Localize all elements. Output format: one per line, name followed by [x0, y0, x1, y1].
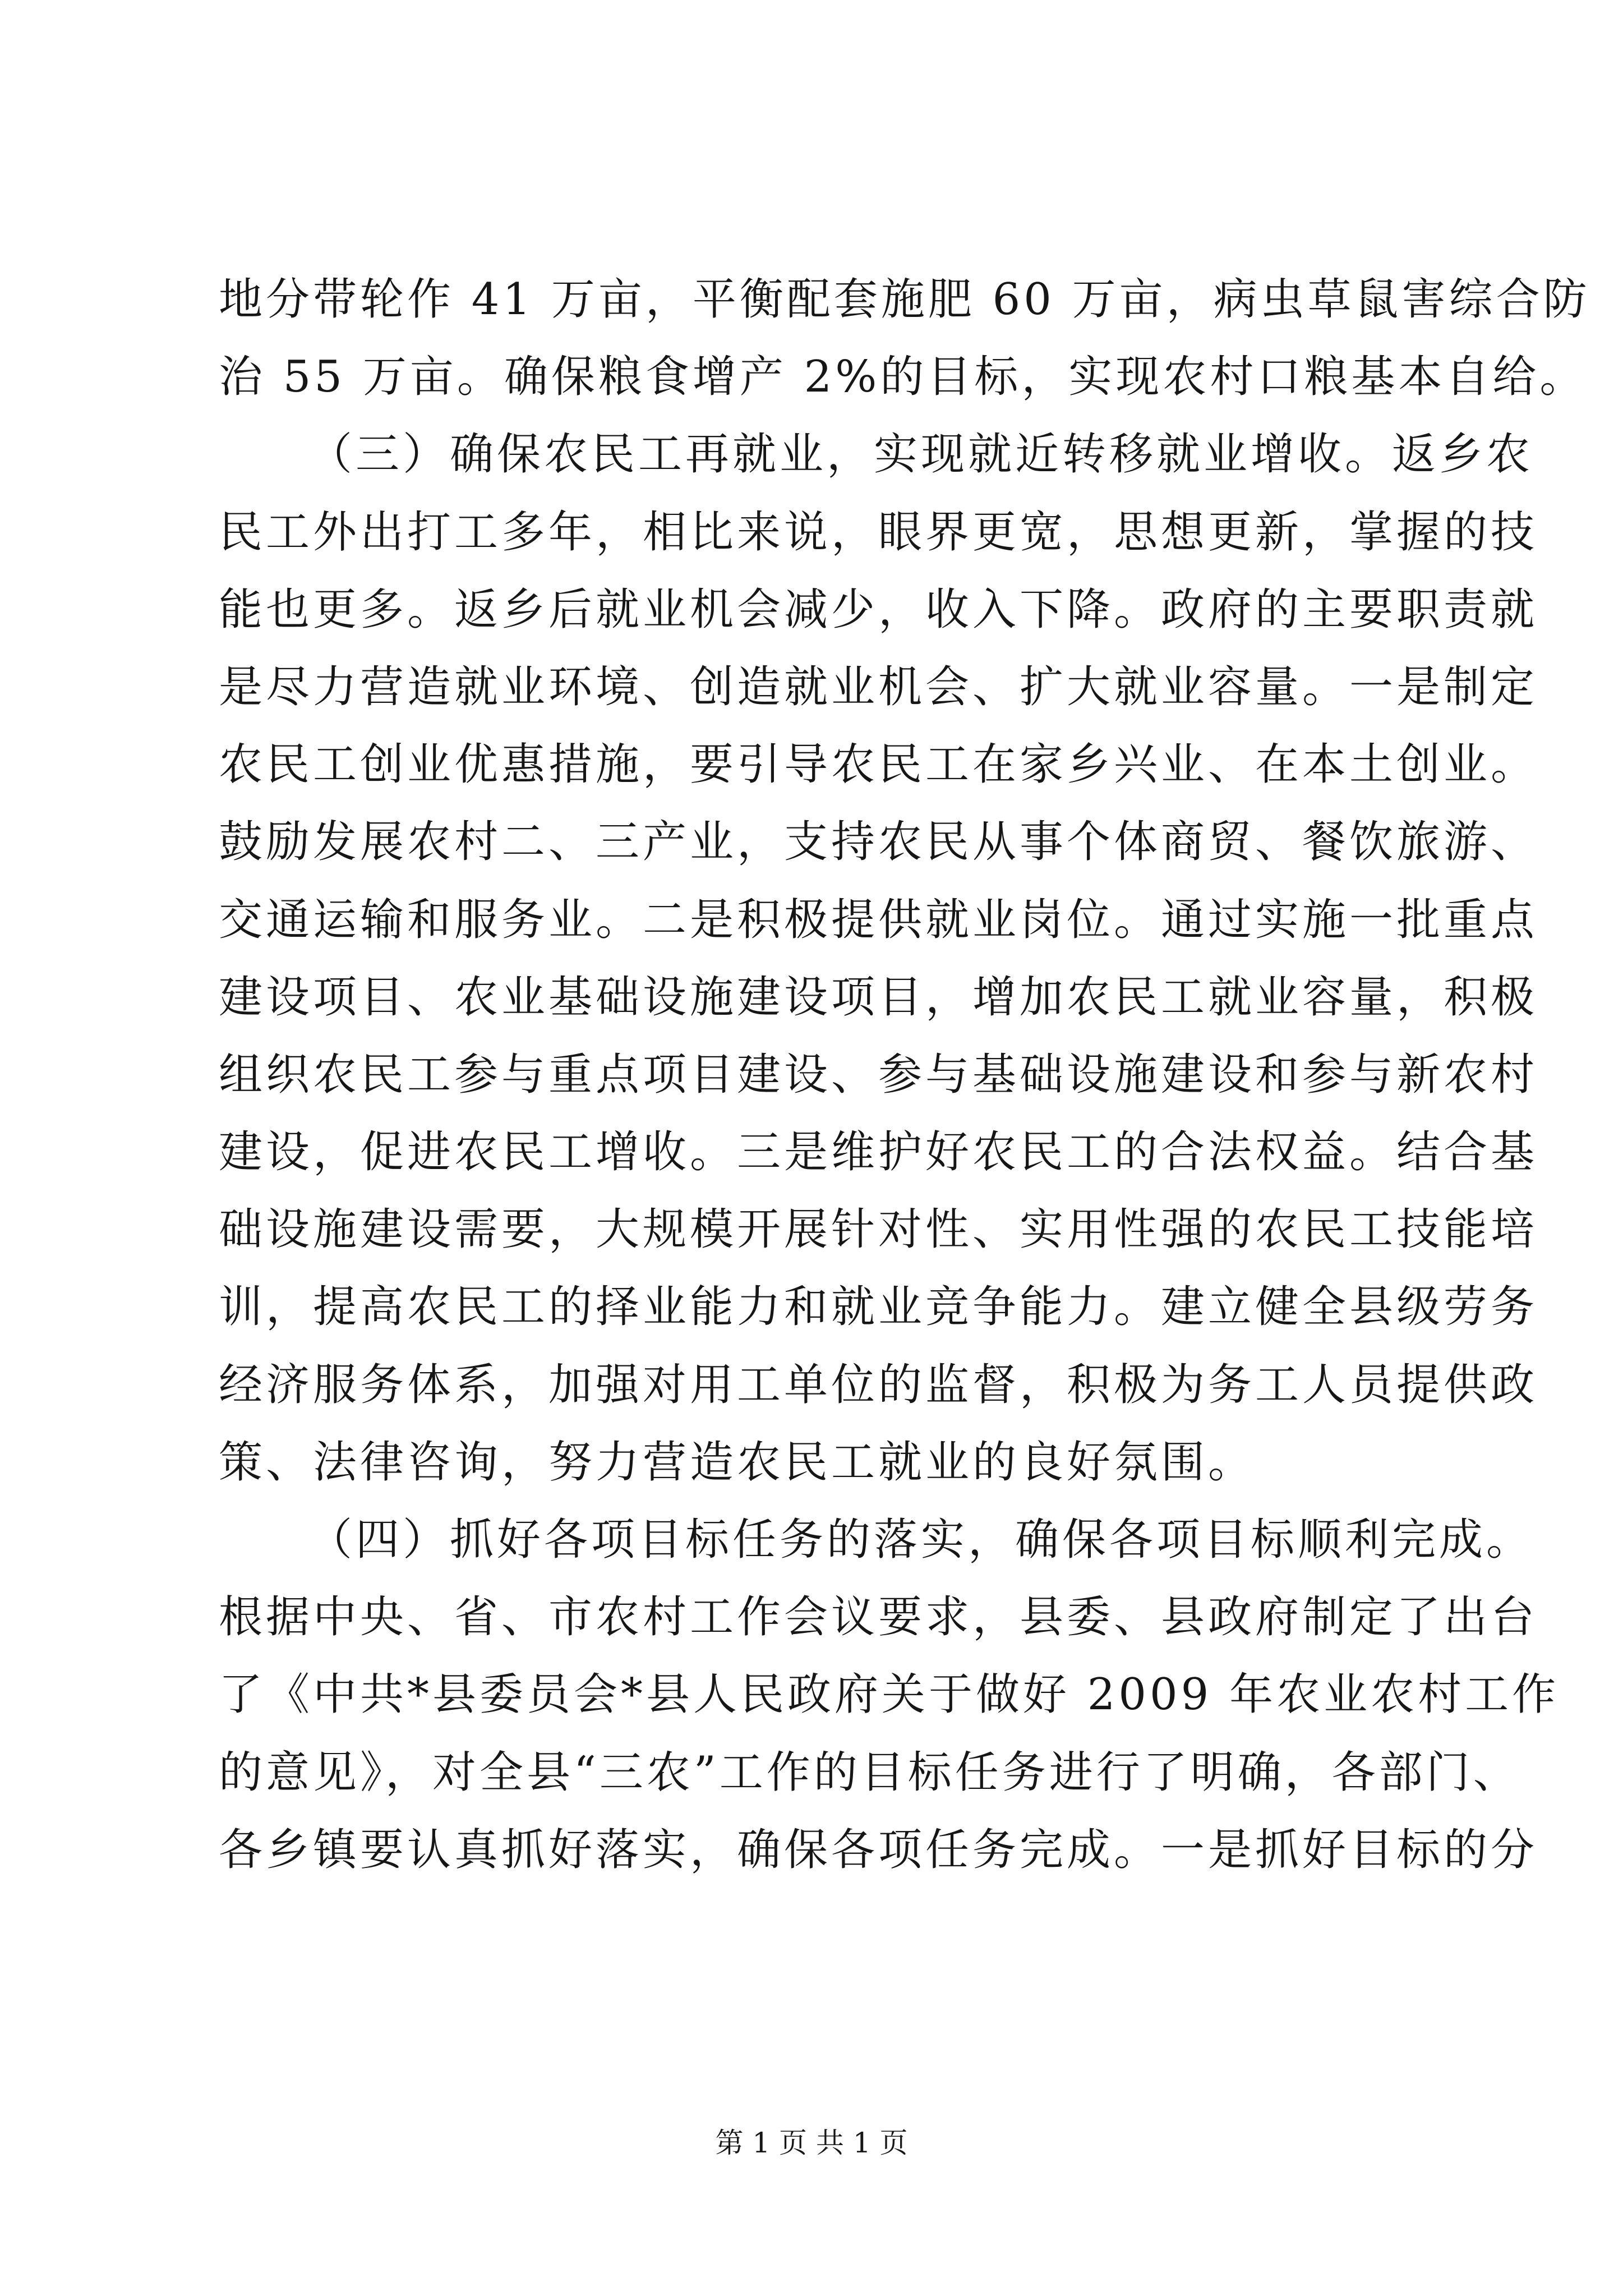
- text-line: 的意见》，对全县“三农”工作的目标任务进行了明确，各部门、: [219, 1747, 1520, 1798]
- page-number-footer: 第 1 页 共 1 页: [715, 2127, 908, 2159]
- text-line: 地分带轮作 41 万亩，平衡配套施肥 60 万亩，病虫草鼠害综合防: [219, 274, 1590, 325]
- text-line: 根据中央、省、市农村工作会议要求，县委、县政府制定了出台: [219, 1592, 1538, 1643]
- text-line: 治 55 万亩。确保粮食增产 2%的目标，实现农村口粮基本自给。: [219, 352, 1587, 403]
- text-line: 了《中共*县委员会*县人民政府关于做好 2009 年农业农村工作: [219, 1669, 1560, 1720]
- text-line: 各乡镇要认真抓好落实，确保各项任务完成。一是抓好目标的分: [219, 1824, 1538, 1875]
- text-line: 是尽力营造就业环境、创造就业机会、扩大就业容量。一是制定: [219, 661, 1538, 712]
- text-line: 民工外出打工多年，相比来说，眼界更宽，思想更新，掌握的技: [219, 507, 1538, 558]
- text-line: 策、法律咨询，努力营造农民工就业的良好氛围。: [219, 1437, 1256, 1488]
- text-line: 能也更多。返乡后就业机会减少，收入下降。政府的主要职责就: [219, 584, 1538, 635]
- text-line: 农民工创业优惠措施，要引导农民工在家乡兴业、在本土创业。: [219, 739, 1538, 790]
- document-body: [219, 261, 1590, 1889]
- text-line: 训，提高农民工的择业能力和就业竞争能力。建立健全县级劳务: [219, 1282, 1538, 1333]
- text-line: 建设，促进农民工增收。三是维护好农民工的合法权益。结合基: [219, 1127, 1538, 1178]
- paragraph-heading-line: （三）确保农民工再就业，实现就近转移就业增收。返乡农: [308, 429, 1534, 480]
- text-line: 建设项目、农业基础设施建设项目，增加农民工就业容量，积极: [219, 972, 1538, 1023]
- text-line: 鼓励发展农村二、三产业，支持农民从事个体商贸、餐饮旅游、: [219, 817, 1538, 868]
- text-line: 组织农民工参与重点项目建设、参与基础设施建设和参与新农村: [219, 1049, 1538, 1100]
- text-line: 交通运输和服务业。二是积极提供就业岗位。通过实施一批重点: [219, 894, 1538, 945]
- paragraph-heading-line: （四）抓好各项目标任务的落实，确保各项目标顺利完成。: [308, 1515, 1534, 1565]
- text-line: 经济服务体系，加强对用工单位的监督，积极为务工人员提供政: [219, 1359, 1538, 1410]
- text-line: 础设施建设需要，大规模开展针对性、实用性强的农民工技能培: [219, 1204, 1538, 1255]
